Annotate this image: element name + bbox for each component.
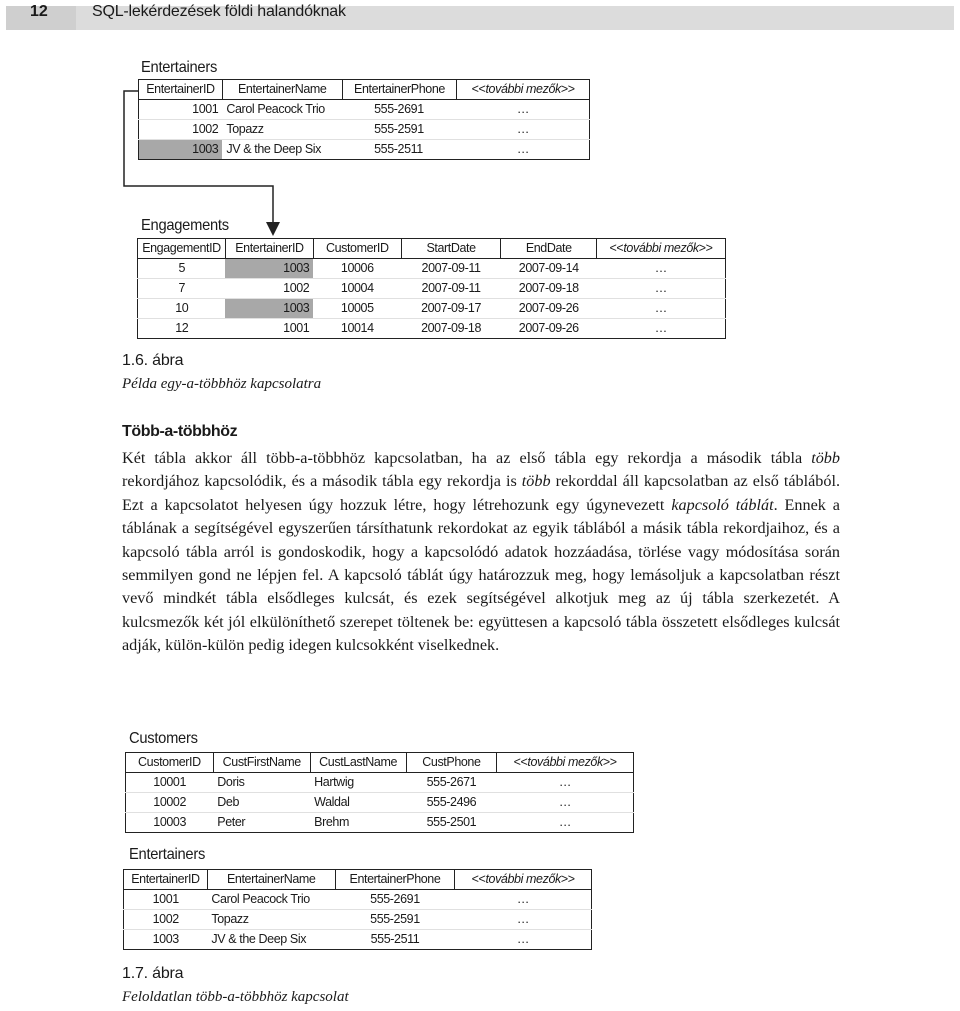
column-header: <<további mezők>> [497,753,634,773]
table-cell: 5 [138,259,226,279]
table-row [138,279,726,299]
connector-line [124,91,273,222]
table-cell: 10005 [313,299,401,319]
column-header: EntertainerID [124,870,208,890]
arrow-down-icon [266,222,280,236]
table-cell: Doris [213,773,310,793]
engagements-table [137,238,726,339]
table-cell: 10001 [126,773,214,793]
table-cell: … [455,890,592,910]
page-number: 12 [30,3,48,20]
column-header: EntertainerPhone [342,80,457,100]
table-cell: Waldal [310,793,406,813]
table-cell: 1001 [139,100,223,120]
entertainers-table-title: Entertainers [141,59,218,76]
book-title: SQL-lekérdezések földi halandóknak [92,3,346,20]
table-cell: Brehm [314,815,349,829]
table-cell: … [654,321,667,335]
table-cell: 1002 [139,120,223,140]
table-cell: 10014 [340,321,374,335]
table-cell: 1001 [124,890,208,910]
table-cell: … [597,259,726,279]
table-cell: Topazz [207,910,335,930]
entertainers-table-2 [123,869,592,950]
table-row [124,910,592,930]
table-cell: … [457,100,590,120]
column-header: <<további mezők>> [457,80,590,100]
table-row [126,773,634,793]
table-header-row [138,239,726,259]
table-cell: Deb [213,793,310,813]
column-header: StartDate [401,239,501,259]
column-header: CustLastName [310,753,406,773]
column-header: EngagementID [138,239,226,259]
column-header: EntertainerPhone [335,870,455,890]
table-cell: 2007-09-26 [518,321,579,335]
table-cell: Carol Peacock Trio [222,100,342,120]
table-row [126,813,634,833]
column-header: CustomerID [313,239,401,259]
column-header: EntertainerName [207,870,335,890]
table-cell: 555-2591 [335,910,455,930]
table-cell: 555-2591 [342,120,457,140]
figure-number: 1.6. ábra [122,352,184,369]
table-cell: … [457,120,590,140]
table-row [124,930,592,950]
column-header: CustPhone [406,753,497,773]
table-row [124,890,592,910]
table-cell: Carol Peacock Trio [207,890,335,910]
table-cell: 2007-09-18 [421,321,482,335]
table-cell: 555-2671 [406,773,497,793]
table-cell: 10002 [126,793,214,813]
column-header: <<további mezők>> [597,239,726,259]
table-cell: 555-2496 [406,793,497,813]
table-cell: JV & the Deep Six [211,932,307,946]
column-header: EntertainerName [222,80,342,100]
table-cell: 10003 [153,815,187,829]
table-cell: 7 [138,279,226,299]
table-row [138,259,726,279]
table-cell: 10 [138,299,226,319]
table-cell: 1002 [124,910,208,930]
engagements-table-title: Engagements [141,217,229,234]
column-header: CustFirstName [213,753,310,773]
table-cell: 1001 [283,321,310,335]
table-cell: 555-2691 [335,890,455,910]
table-cell: Topazz [222,120,342,140]
table-cell: 10006 [313,259,401,279]
table-cell: 555-2501 [426,815,477,829]
table-cell: … [558,815,571,829]
table-cell: JV & the Deep Six [226,142,322,156]
table-row [138,319,726,339]
table-cell: 1002 [225,279,313,299]
table-cell: Hartwig [310,773,406,793]
table-cell-highlighted: 1003 [139,140,223,160]
customers-table [125,752,634,833]
figure-caption: Példa egy-a-többhöz kapcsolatra [122,376,322,392]
table-cell: … [516,142,529,156]
table-cell: 555-2511 [370,932,420,946]
table-cell: 12 [175,321,189,335]
figure-caption: Feloldatlan több-a-többhöz kapcsolat [122,989,349,1005]
table-cell: 1003 [152,932,179,946]
table-cell: … [597,299,726,319]
table-cell: 555-2691 [342,100,457,120]
table-cell: 555-2511 [374,142,423,156]
column-header: <<további mezők>> [455,870,592,890]
entertainers-table-title: Entertainers [129,846,206,863]
table-cell: 2007-09-18 [501,279,597,299]
section-title: Több-a-többhöz [122,423,238,440]
body-paragraph: Két tábla akkor áll több-a-többhöz kapcsolatban, ha az első tábla egy rekordja a második tábla több rekordjához kapcsolódik, és a második tábla egy rekordja is több rekorddal áll kapcsolatban az első táblából. Ezt a kapcsolatot helyesen úgy hozzuk létre, hogy létrehozunk egy úgynevezett kapcsoló táblát. Ennek a táblának a segítségével egyszerűen társíthatunk rekordokat az egyik táblából a másik tábla rekordjaihoz, és a kapcsoló tábla arról is gondoskodik, hogy a kapcsolódó adatok hozzáadása, törlése vagy módosítása során semmilyen gond ne lépjen fel. A kapcsoló táblát úgy határozzuk meg, hogy lemásoljuk a kapcsolatban részt vevő mindkét tábla elsődleges kulcsát, és ezek segítségével alkotjuk meg az új tábla szerkezetét. A kulcsmezők két jól elkülöníthető szerepet töltenek be: együttesen a kapcsoló tábla összetett elsődleges kulcsát adják, külön-külön pedig idegen kulcsokként viselkednek. [122,449,841,655]
table-cell: 2007-09-14 [501,259,597,279]
column-header: EntertainerID [225,239,313,259]
customers-table-title: Customers [129,730,198,747]
table-cell: … [497,773,634,793]
table-header-row [126,753,634,773]
table-cell-highlighted: 1003 [225,259,313,279]
table-cell: … [455,910,592,930]
table-cell: 10004 [313,279,401,299]
table-cell: … [597,279,726,299]
table-cell-highlighted: 1003 [225,299,313,319]
table-cell: 2007-09-11 [401,259,501,279]
table-cell: 2007-09-11 [401,279,501,299]
table-cell: 2007-09-26 [501,299,597,319]
column-header: EndDate [501,239,597,259]
table-row [126,793,634,813]
table-cell: 2007-09-17 [401,299,501,319]
table-cell: Peter [217,815,246,829]
table-header-row [124,870,592,890]
column-header: EntertainerID [139,80,223,100]
table-cell: … [497,793,634,813]
column-header: CustomerID [126,753,214,773]
figure-number: 1.7. ábra [122,965,184,982]
table-row [138,299,726,319]
table-cell: … [516,932,529,946]
